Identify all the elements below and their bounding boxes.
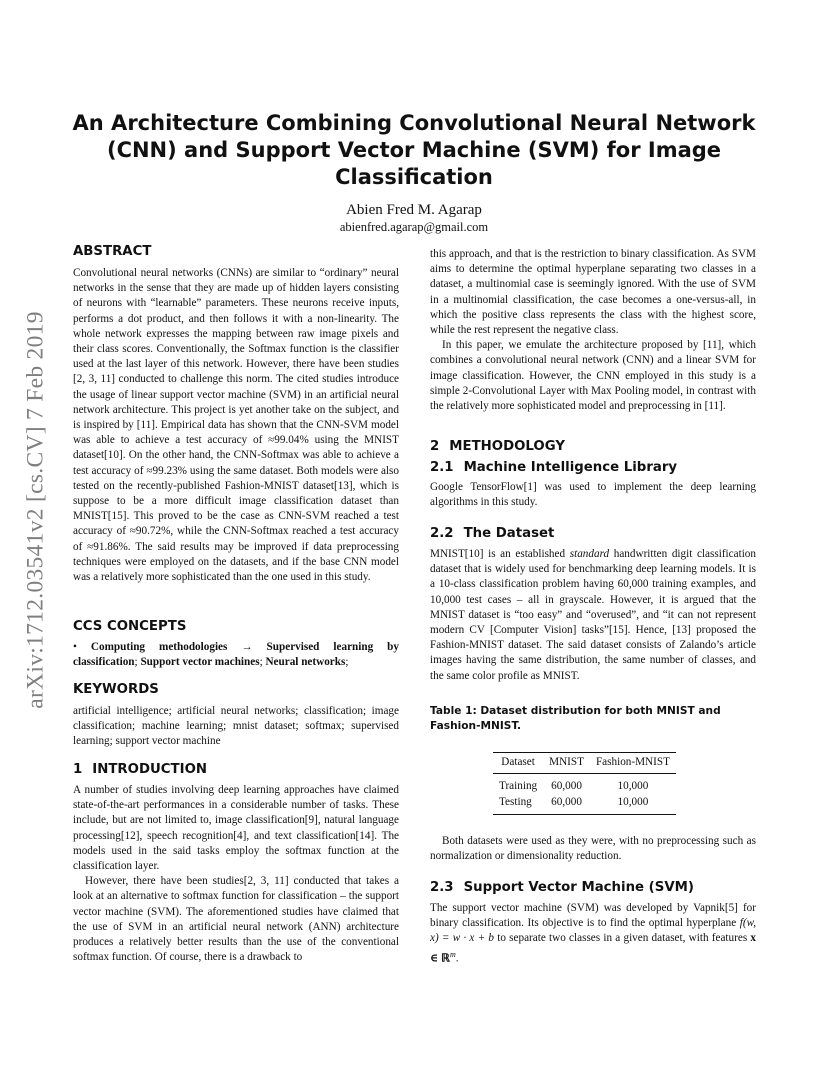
ccs-heading: CCS CONCEPTS [73, 619, 187, 634]
arxiv-stamp [14, 250, 58, 770]
svm-period: . [455, 952, 459, 965]
dataset-table [493, 752, 676, 815]
intro-title: INTRODUCTION [92, 762, 207, 777]
after-table-section [430, 834, 756, 864]
svm-feature-dim: m [449, 949, 456, 959]
ccs-concepts [73, 640, 399, 670]
table-cell: 60,000 [551, 780, 582, 792]
table-row [493, 794, 676, 815]
subsection-2-3-title: Support Vector Machine (SVM) [463, 880, 694, 895]
methodology-title: METHODOLOGY [449, 439, 565, 454]
table-header-cell: Dataset [493, 753, 543, 774]
title-line-2: (CNN) and Support Vector Machine (SVM) for Image [106, 138, 722, 162]
subsection-2-2-text [430, 547, 756, 684]
methodology-heading [430, 438, 756, 455]
keywords-heading: KEYWORDS [73, 682, 159, 697]
arxiv-id: arXiv:1712.03541v2 [cs.CV] 7 Feb 2019 [22, 311, 49, 709]
introduction-section [73, 761, 399, 965]
dataset-text-emphasis: standard [569, 548, 610, 560]
subsection-2-2-title: The Dataset [463, 526, 555, 541]
keywords-section [73, 681, 399, 750]
table-row [493, 774, 676, 795]
ccs-section [73, 618, 399, 670]
subsection-2-2-heading [430, 525, 756, 542]
svm-feature-space: x ∈ ℝ [430, 932, 756, 965]
intro-paragraph-2: However, there have been studies[2, 3, 11] conducted that takes a look at an alternative to softmax function for classification – the support vector machine (SVM). The aforementioned studies have claimed that the use of SVM in an artificial neural network (ANN) architecture produces a relatively better results than the use of the conventional softmax function. Of course, there is a drawback to [73, 875, 399, 964]
dataset-text-b: handwritten digit classification dataset that is widely used for benchmarking deep learning models. It is a 10-class classification problem having 60,000 training examples, and 10,000 test cases – all in grayscale. However, it is argued that the MNIST dataset is “too easy” and “overused”, and “it can not represent modern CV [Computer Vision] tasks”[15]. Hence, [13] proposed the Fashion-MNIST dataset. The said dataset consists of Zalando’s article images having the same distribution, the same number of classes, and the same color profile as MNIST. [430, 548, 756, 682]
subsection-2-1-text: Google TensorFlow[1] was used to implement the deep learning algorithms in this study. [430, 481, 756, 509]
keywords-text: artificial intelligence; artificial neural networks; classification; image classification; machine learning; mnist dataset; softmax; supervised learning; support vector machine [73, 705, 399, 748]
table-caption: Table 1: Dataset distribution for both MNIST and Fashion-MNIST. [430, 705, 721, 732]
dataset-section [430, 525, 756, 684]
table-cell: 10,000 [617, 780, 649, 792]
intro-heading [73, 761, 399, 778]
left-column [73, 243, 399, 585]
ccs-item-3: Neural networks [265, 656, 346, 669]
ccs-item-1: Computing methodologies → Supervised learning by classification [73, 641, 399, 669]
abstract-heading: ABSTRACT [73, 244, 152, 259]
svm-formula: f(w, x) = w · x + b [430, 917, 757, 945]
ccs-separator: ; [259, 656, 263, 669]
table-header-cell: Fashion-MNIST [590, 753, 676, 774]
subsection-2-3-number: 2.3 [430, 880, 454, 895]
author-name: Abien Fred M. Agarap [346, 202, 482, 218]
ccs-separator: ; [134, 656, 138, 669]
subsection-2-1-heading [430, 459, 756, 476]
abstract-text: Convolutional neural networks (CNNs) are similar to “ordinary” neural networks in the sense that they are made up of hidden layers consisting of neurons with “learnable” parameters. These neurons receive inputs, performs a dot product, and then follows it with a non-linearity. The whole network expresses the mapping between raw image pixels and their class scores. Conventionally, the Softmax function is the classifier used at the last layer of this network. However, there have been studies [2, 3, 11] conducted to challenge this norm. The cited studies introduce the usage of linear support vector machine (SVM) in an artificial neural network architecture. This project is yet another take on the subject, and is inspired by [11]. Empirical data has shown that the CNN-SVM model was able to achieve a test accuracy of ≈99.04% using the MNIST dataset[10]. On the other hand, the CNN-Softmax was able to achieve a test accuracy of ≈99.23% using the same dataset. Both models were also tested on the recently-published Fashion-MNIST dataset[13], which is suppose to be a more difficult image classification dataset than MNIST[15]. This proved to be the case as CNN-SVM reached a test accuracy of ≈90.72%, while the CNN-Softmax reached a test accuracy of ≈91.86%. The said results may be improved if data preprocessing techniques were employed on the datasets, and if the base CNN model was a relatively more sophisticated than the one used in this study. [73, 267, 399, 584]
table-cell: 60,000 [543, 794, 590, 815]
ccs-bullet: • [73, 641, 77, 653]
subsection-2-1-title: Machine Intelligence Library [463, 460, 678, 475]
table-cell: Testing [493, 794, 543, 815]
table-header-cell: MNIST [543, 753, 590, 774]
subsection-2-3-text [430, 901, 756, 967]
subsection-2-2-number: 2.2 [430, 526, 454, 541]
svm-section [430, 879, 756, 967]
dataset-text-a: MNIST[10] is an established [430, 548, 570, 560]
author-email: abienfred.agarap@gmail.com [339, 220, 489, 234]
table-header-row [493, 753, 676, 774]
intro-paragraph-1: A number of studies involving deep learning approaches have claimed state-of-the-art performances in a considerable number of tasks. These include, but are not limited to, image classification[9], natural language processing[12], speech recognition[4], and text classification[14]. The models used in the said tasks employ the softmax function at the classification layer. [73, 784, 399, 873]
subsection-2-1-number: 2.1 [430, 460, 454, 475]
title-line-3: Classification [335, 165, 493, 189]
paper-title [70, 110, 758, 191]
intro-paragraph-4: In this paper, we emulate the architecture proposed by [11], which combines a convolutional neural network (CNN) and a linear SVM for image classification. However, the CNN employed in this study is a simple 2-Convolutional Layer with Max Pooling model, in contrast with the relatively more sophisticated model and preprocessing in [11]. [430, 339, 756, 413]
svm-text: The support vector machine (SVM) was developed by Vapnik[5] for binary classification. Its objective is to find the optimal hyperplane [430, 902, 756, 930]
subsection-2-3-heading [430, 879, 756, 896]
svm-text-2: to separate two classes in a given dataset, with features [494, 932, 751, 945]
methodology-number: 2 [430, 439, 440, 454]
intro-paragraph-3: this approach, and that is the restriction to binary classification. As SVM aims to determine the optimal hyperplane separating two classes in a dataset, a multinomial case is seemingly ignored. With the use of SVM in a multinomial classification, the case becomes a one-versus-all, in which the positive class represents the class with the highest score, while the rest represent the negative class. [430, 248, 756, 337]
right-column-top [430, 247, 756, 414]
title-line-1: An Architecture Combining Convolutional Neural Network [72, 111, 756, 135]
methodology-section [430, 438, 756, 510]
ccs-item-2: Support vector machines [140, 656, 260, 669]
table-cell: Training [499, 780, 538, 792]
table-cell: 10,000 [590, 794, 676, 815]
intro-number: 1 [73, 762, 83, 777]
ccs-separator: ; [345, 656, 349, 669]
after-table-text: Both datasets were used as they were, with no preprocessing such as normalization or dimensionality reduction. [430, 835, 756, 863]
